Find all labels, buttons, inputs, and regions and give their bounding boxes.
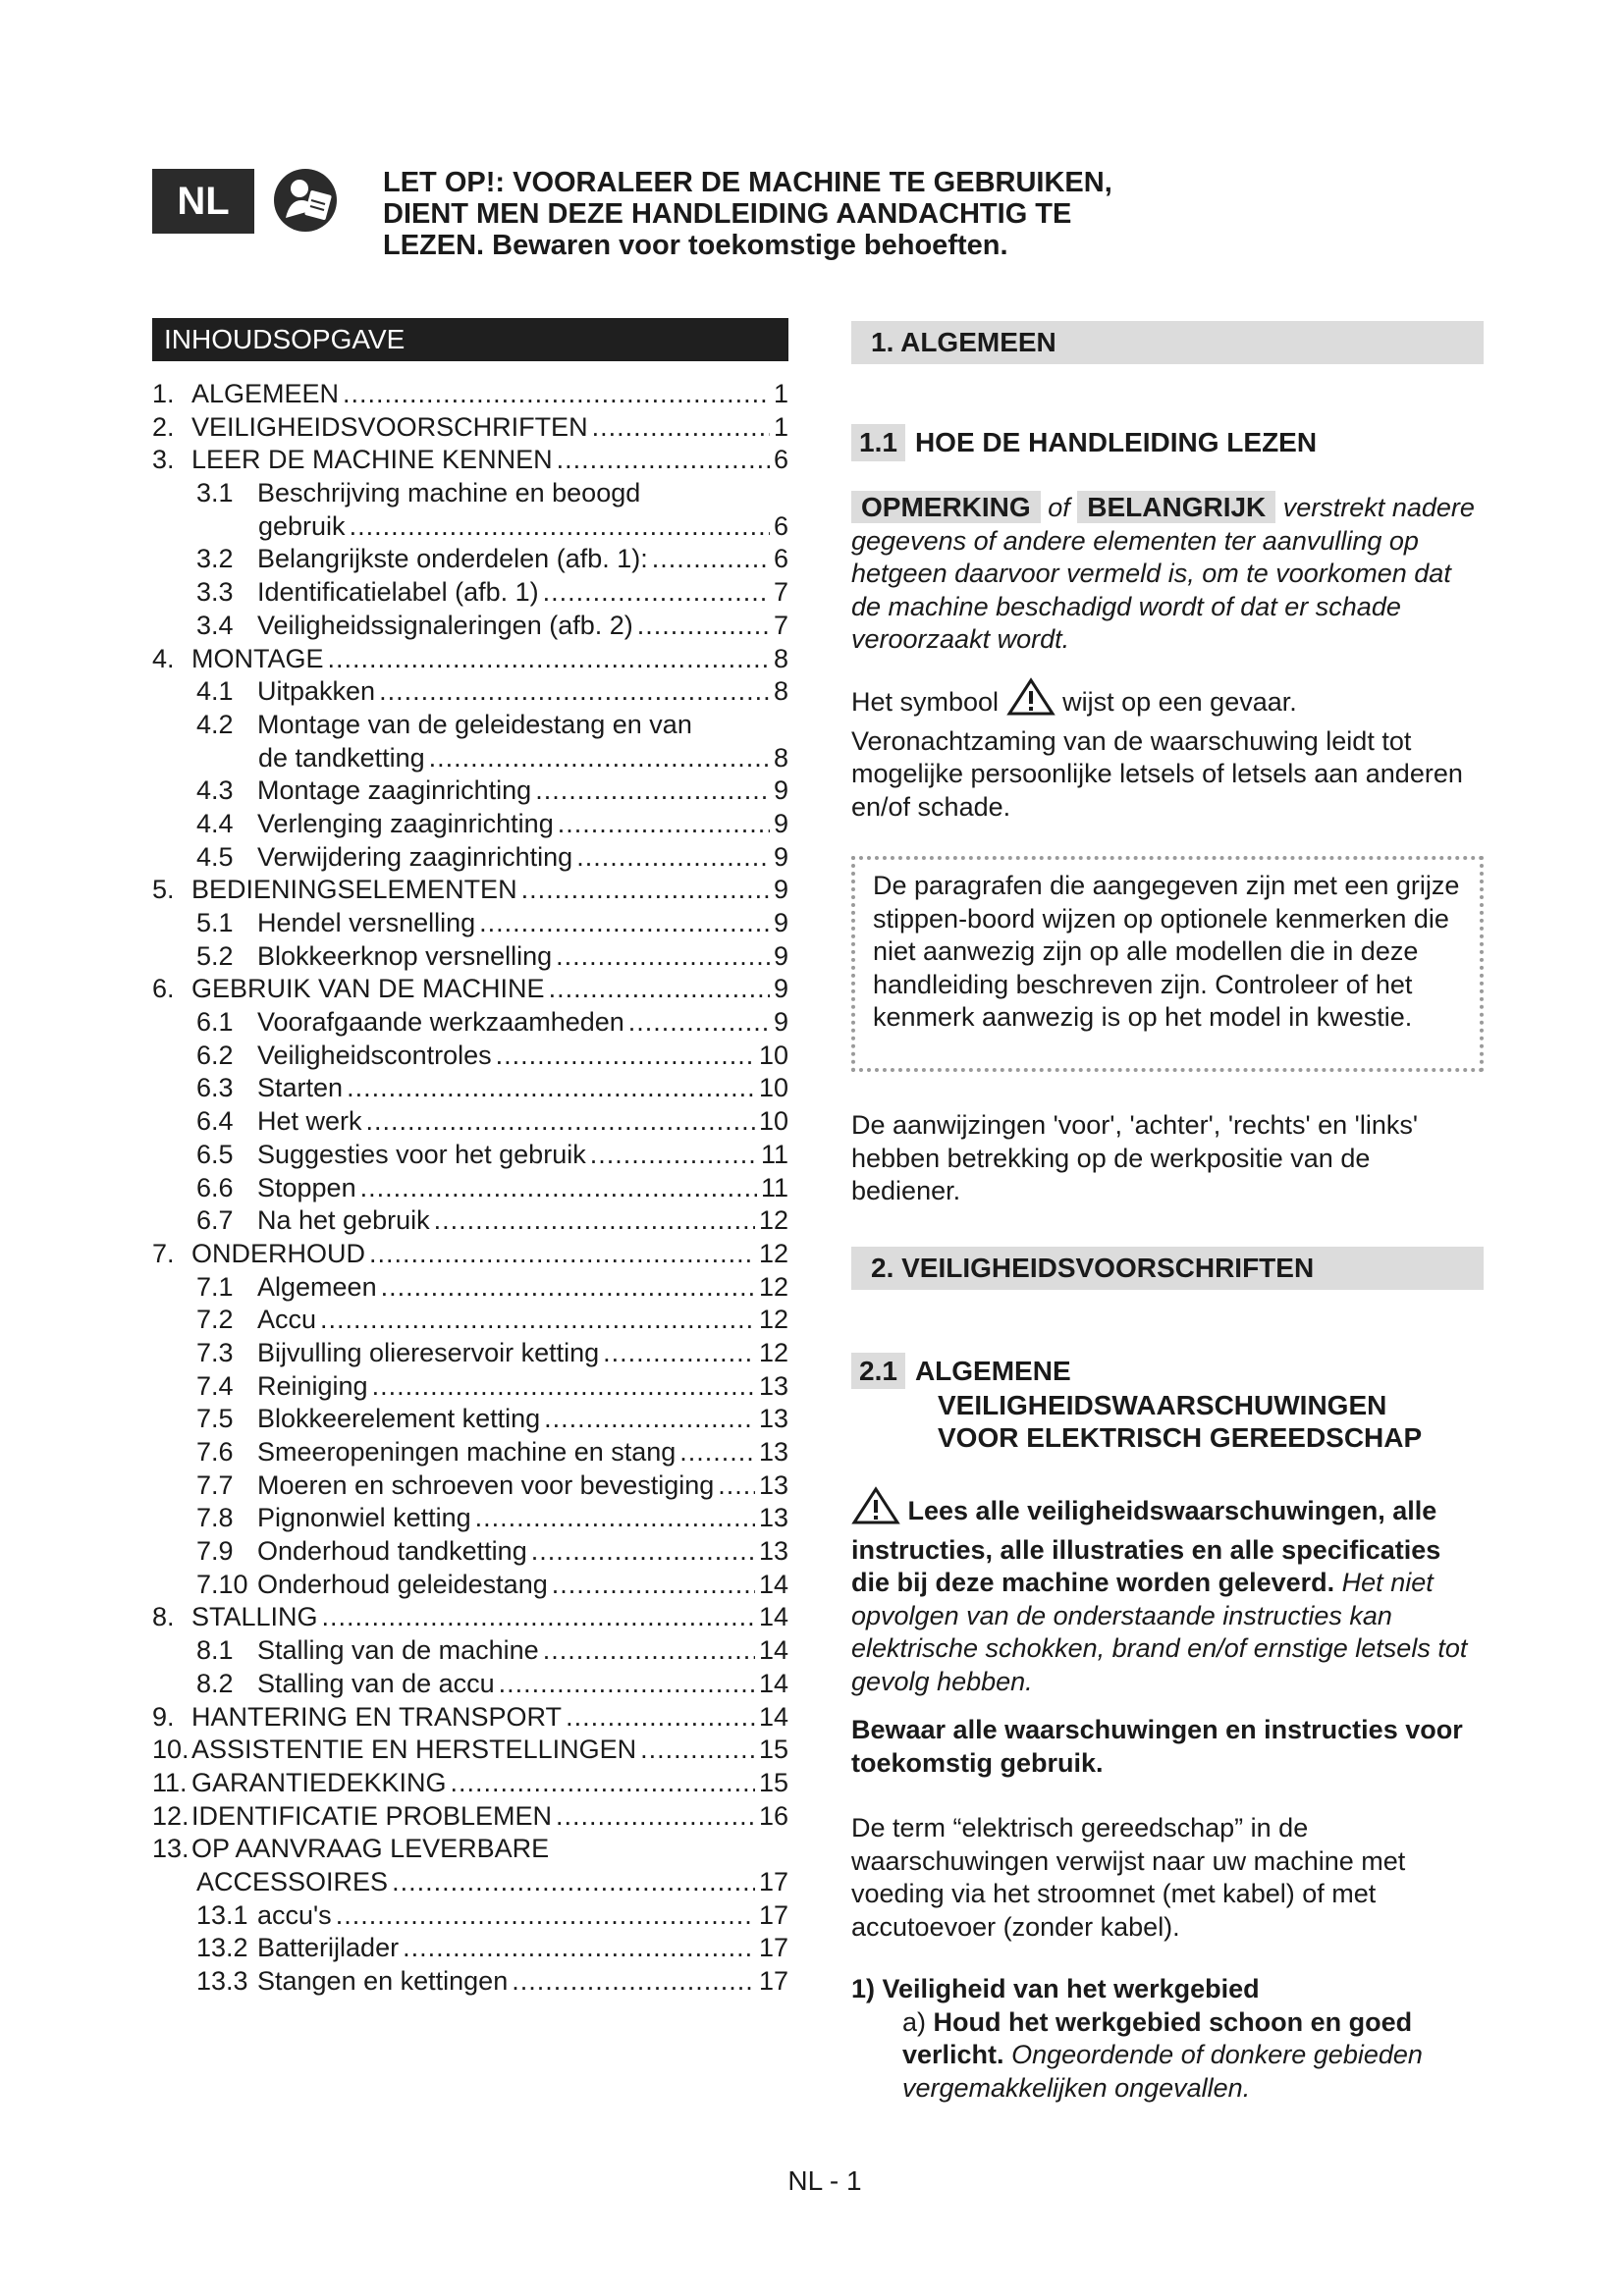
toc-entry-page: 13 — [758, 1404, 788, 1434]
toc-dot-leader — [544, 1404, 755, 1434]
toc-entry-label: Algemeen — [257, 1271, 377, 1302]
toc-dot-leader — [549, 974, 770, 1004]
toc-entry-label: Bijvulling oliereservoir ketting — [257, 1337, 600, 1367]
toc-dot-leader — [531, 1536, 755, 1567]
toc-entry-number: 12. — [152, 1800, 189, 1831]
toc-dot-leader — [479, 908, 770, 938]
toc-entry-page: 8 — [773, 742, 788, 773]
toc-entry-number: 7.5 — [196, 1404, 234, 1434]
toc-entry-page: 16 — [758, 1800, 788, 1831]
toc-entry-label: LEER DE MACHINE KENNEN — [191, 445, 553, 475]
toc-entry — [152, 775, 788, 809]
item-1-title: 1) Veiligheid van het werkgebied — [851, 1974, 1260, 2003]
subsection-title-line: ALGEMENE — [914, 1356, 1071, 1386]
language-badge: NL — [152, 169, 254, 234]
item-1 — [851, 1973, 1484, 2105]
toc-entry-number: 7. — [152, 1238, 175, 1268]
toc-entry-number: 13. — [152, 1834, 189, 1864]
toc-dot-leader — [381, 1272, 755, 1303]
toc-dot-leader — [576, 842, 770, 873]
item-1a-label: a) — [902, 2006, 927, 2037]
toc-entry — [152, 611, 788, 644]
toc-entry-page: 8 — [773, 676, 788, 707]
toc-entry-label: Montage zaaginrichting — [257, 775, 532, 806]
toc-entry-page: 9 — [773, 908, 788, 937]
item-1a — [851, 2006, 1484, 2106]
optional-features-box: De paragrafen die aangegeven zijn met een grijze stippen-boord wijzen op optionele kenmerken die niet aanwezig zijn op alle modellen die in deze handleiding beschreven zijn. Controleer of het kenmerk aanwezig is op het model in kwestie. — [851, 856, 1484, 1072]
toc-entry — [152, 577, 788, 611]
toc-entry-page: 6 — [773, 510, 788, 541]
toc-entry-number: 5.2 — [196, 940, 234, 971]
toc-entry-page: 9 — [773, 875, 788, 905]
toc-entry-label: BEDIENINGSELEMENTEN — [191, 875, 517, 905]
toc-entry-label: OP AANVRAAG LEVERBARE — [191, 1834, 550, 1864]
toc-dot-leader — [679, 1437, 755, 1468]
toc-entry-number: 6.7 — [196, 1205, 234, 1236]
toc-entry-label: HANTERING EN TRANSPORT — [191, 1701, 563, 1732]
toc-entry — [152, 1536, 788, 1570]
toc-entry-page: 12 — [758, 1238, 788, 1268]
toc-dot-leader — [403, 1933, 755, 1963]
toc-entry-label: VEILIGHEIDSVOORSCHRIFTEN — [191, 411, 588, 442]
toc-entry-number: 8.1 — [196, 1635, 234, 1666]
toc-entry-page: 10 — [758, 1106, 788, 1137]
toc-entry-page: 15 — [758, 1767, 788, 1797]
toc-dot-leader — [637, 611, 770, 641]
toc-entry — [152, 1173, 788, 1206]
toc-entry — [152, 1305, 788, 1338]
toc-entry — [152, 676, 788, 710]
toc-entry — [152, 1933, 788, 1966]
toc-dot-leader — [512, 1966, 755, 1997]
warning-triangle-icon — [1006, 677, 1056, 725]
subsection-2-1-heading — [851, 1353, 1484, 1454]
toc-dot-leader — [343, 379, 770, 409]
toc-entry — [152, 1702, 788, 1735]
symbol-pre: Het symbool — [851, 687, 1000, 717]
toc-entry — [152, 908, 788, 941]
toc-entry-number: 6.1 — [196, 1007, 234, 1038]
toc-entry-number: 5. — [152, 875, 175, 905]
toc-entry — [152, 974, 788, 1007]
toc-entry-number: 4.4 — [196, 808, 234, 838]
opmerking-tag: OPMERKING — [851, 491, 1041, 523]
symbol-paragraph — [851, 677, 1484, 824]
toc-entry-number: 3.3 — [196, 577, 234, 608]
toc-entry-number: 6.5 — [196, 1139, 234, 1169]
toc-entry-page: 12 — [758, 1305, 788, 1335]
toc-entry-number: 7.10 — [196, 1569, 248, 1599]
toc-entry-page: 17 — [758, 1966, 788, 1996]
toc-entry-number: 11. — [152, 1767, 188, 1797]
toc-entry-number: 6.2 — [196, 1040, 234, 1070]
read-all-italic: Het niet opvolgen van de onderstaande instructies kan elektrische schokken, brand en/of ernstige letsels tot gevolg hebben. — [851, 1568, 1468, 1696]
toc-entry-label: Verwijdering zaaginrichting — [257, 841, 573, 872]
toc-entry-label: Hendel versnelling — [257, 908, 476, 937]
toc-entry-page: 11 — [760, 1139, 788, 1169]
toc-entry-page: 9 — [773, 808, 788, 838]
toc-entry — [152, 842, 788, 876]
item-1a-italic: Ongeordende of donkere gebieden vergemakkelijken ongevallen. — [902, 2040, 1423, 2103]
of-word: of — [1048, 493, 1070, 522]
toc-entry-label: Montage van de geleidestang en van — [257, 709, 692, 739]
section-1-heading: 1. ALGEMEEN — [851, 321, 1484, 364]
toc-entry-number: 7.8 — [196, 1503, 234, 1533]
toc-entry-number: 7.1 — [196, 1271, 234, 1302]
toc-entry-number: 3.1 — [196, 478, 234, 508]
toc-entry-label: Beschrijving machine en beoogd — [257, 478, 641, 508]
toc-entry-number: 7.9 — [196, 1536, 234, 1567]
toc-entry — [152, 1371, 788, 1405]
toc-entry — [152, 644, 788, 677]
subsection-title-line: VEILIGHEIDSWAARSCHUWINGEN — [938, 1390, 1387, 1420]
subsection-1-1-heading — [851, 424, 1484, 461]
warning-line: LET OP!: VOORALEER DE MACHINE TE GEBRUIKEN, — [383, 167, 1112, 198]
toc-entry-label: Smeeropeningen machine en stang — [257, 1437, 677, 1467]
toc-entry-page: 8 — [773, 643, 788, 673]
toc-dot-leader — [328, 644, 770, 674]
toc-entry-page: 14 — [758, 1668, 788, 1698]
toc-entry-number: 5.1 — [196, 908, 234, 937]
toc-entry — [152, 875, 788, 908]
toc-entry — [152, 412, 788, 446]
toc-entry-label: Stalling van de accu — [257, 1668, 495, 1698]
toc-dot-leader — [718, 1470, 755, 1501]
toc-entry-label: Stangen en kettingen — [257, 1966, 509, 1996]
toc-entry — [152, 379, 788, 412]
toc-entry-label: Moeren en schroeven voor bevestiging — [257, 1469, 715, 1500]
toc-entry — [152, 1635, 788, 1669]
toc-entry — [152, 1239, 788, 1272]
toc-entry-label: Voorafgaande werkzaamheden — [257, 1007, 624, 1038]
toc-entry — [152, 1834, 788, 1867]
directions-paragraph: De aanwijzingen 'voor', 'achter', 'rechts' en 'links' hebben betrekking op de werkpositie van de bediener. — [851, 1110, 1419, 1205]
toc-dot-leader — [628, 1007, 770, 1038]
toc-entry-label: Onderhoud geleidestang — [257, 1569, 548, 1599]
toc-entry — [152, 1867, 788, 1900]
toc-dot-leader — [434, 1205, 755, 1236]
toc-entry-number: 6.3 — [196, 1073, 234, 1103]
toc-entry-label: Batterijlader — [257, 1933, 400, 1963]
toc-entry-label: Onderhoud tandketting — [257, 1536, 527, 1567]
belangrijk-tag: BELANGRIJK — [1077, 491, 1275, 523]
subsection-number: 1.1 — [851, 424, 905, 461]
toc-entry-number: 7.2 — [196, 1305, 234, 1335]
toc-entry — [152, 1106, 788, 1140]
toc-entry-page: 14 — [758, 1701, 788, 1732]
toc-dot-leader — [366, 1106, 755, 1137]
toc-dot-leader — [429, 743, 770, 774]
read-all-paragraph — [851, 1486, 1484, 1698]
toc-entry-page: 13 — [758, 1469, 788, 1500]
toc-entry — [152, 1073, 788, 1106]
toc-entry-page: 10 — [758, 1040, 788, 1070]
toc-entry — [152, 1900, 788, 1934]
toc-dot-leader — [350, 511, 770, 542]
toc-dot-leader — [322, 1602, 755, 1632]
toc-entry-page: 7 — [773, 577, 788, 608]
toc-dot-leader — [369, 1239, 755, 1269]
toc-entry-number: 13.3 — [196, 1966, 248, 1996]
toc-entry — [152, 1272, 788, 1306]
toc-entry-label: Uitpakken — [257, 676, 376, 707]
toc-entry — [152, 1801, 788, 1835]
toc-entry-page: 9 — [773, 940, 788, 971]
warning-line: LEZEN. Bewaren voor toekomstige behoeften. — [383, 230, 1008, 261]
toc-entry — [152, 1437, 788, 1470]
toc-entry-label: Verlenging zaaginrichting — [257, 808, 554, 838]
toc-entry-number: 13.1 — [196, 1899, 248, 1930]
toc-entry-label: Stalling van de machine — [257, 1635, 539, 1666]
toc-entry-number: 4.1 — [196, 676, 234, 707]
toc-entry-number: 7.6 — [196, 1437, 234, 1467]
toc-entry-label: Suggesties voor het gebruik — [257, 1139, 586, 1169]
toc-entry — [152, 1205, 788, 1239]
toc-entry-label: de tandketting — [258, 742, 425, 773]
toc-dot-leader — [543, 577, 770, 608]
term-paragraph: De term “elektrisch gereedschap” in de waarschuwingen verwijst naar uw machine met voeding via het stroomnet (met kabel) of met accutoevoer (zonder kabel). — [851, 1813, 1406, 1942]
toc-dot-leader — [557, 445, 770, 475]
warning-line: DIENT MEN DEZE HANDLEIDING AANDACHTIG TE — [383, 198, 1072, 230]
toc-entry-number: 2. — [152, 411, 175, 442]
toc-dot-leader — [372, 1371, 755, 1402]
read-manual-icon — [270, 165, 341, 236]
toc-dot-leader — [521, 875, 770, 905]
toc-entry — [152, 710, 788, 743]
toc-entry — [152, 1966, 788, 2000]
toc-entry-number: 4.2 — [196, 709, 234, 739]
toc-entry — [152, 1570, 788, 1603]
toc-dot-leader — [543, 1635, 755, 1666]
toc-dot-leader — [592, 412, 770, 443]
toc-entry-label: STALLING — [191, 1602, 318, 1632]
toc-entry-number: 7.4 — [196, 1370, 234, 1401]
read-all-bold: Lees alle veiligheidswaarschuwingen, alle instructies, alle illustraties en alle specificaties die bij deze machine worden geleverd. — [851, 1496, 1441, 1597]
toc-entry-number: 8.2 — [196, 1668, 234, 1698]
toc-entry — [152, 809, 788, 842]
toc-entry-label: Na het gebruik — [257, 1205, 430, 1236]
toc-dot-leader — [590, 1140, 757, 1170]
toc-entry-label: GARANTIEDEKKING — [191, 1767, 447, 1797]
note-paragraph — [851, 491, 1484, 657]
toc-dot-leader — [392, 1867, 755, 1897]
toc-entry-number: 13.2 — [196, 1933, 248, 1963]
toc-entry-number: 7.7 — [196, 1469, 234, 1500]
toc-entry-page: 11 — [760, 1172, 788, 1202]
toc-entry-number: 7.3 — [196, 1337, 234, 1367]
toc-entry-label: Belangrijkste onderdelen (afb. 1): — [257, 544, 648, 574]
toc-entry — [152, 1041, 788, 1074]
toc-entry-number: 4.3 — [196, 775, 234, 806]
toc-title: INHOUDSOPGAVE — [152, 318, 788, 361]
toc-entry-label: gebruik — [258, 510, 346, 541]
toc-entry-page: 6 — [773, 544, 788, 574]
toc-dot-leader — [556, 941, 770, 972]
toc-entry-label: Identificatielabel (afb. 1) — [257, 577, 539, 608]
toc-entry-page: 13 — [758, 1536, 788, 1567]
toc-entry-page: 14 — [758, 1569, 788, 1599]
toc-entry — [152, 511, 788, 545]
toc-dot-leader — [535, 775, 770, 806]
toc-dot-leader — [652, 544, 770, 574]
toc-entry-label: Reiniging — [257, 1370, 368, 1401]
toc-dot-leader — [475, 1503, 755, 1533]
warning-triangle-icon — [851, 1486, 900, 1534]
toc-entry-label: IDENTIFICATIE PROBLEMEN — [191, 1800, 553, 1831]
toc-entry-label: Veiligheidscontroles — [257, 1040, 492, 1070]
toc-entry-page: 9 — [773, 974, 788, 1004]
toc-entry-number: 6. — [152, 974, 175, 1004]
toc-entry-number: 6.6 — [196, 1172, 234, 1202]
toc-entry-number: 3. — [152, 445, 175, 475]
toc-entry-page: 9 — [773, 1007, 788, 1038]
subsection-number: 2.1 — [851, 1353, 905, 1389]
toc-entry-page: 15 — [758, 1735, 788, 1765]
toc-dot-leader — [320, 1305, 755, 1335]
toc-entry — [152, 1470, 788, 1504]
toc-dot-leader — [603, 1338, 755, 1368]
toc-entry — [152, 1338, 788, 1371]
toc-entry-label: ACCESSOIRES — [196, 1866, 389, 1896]
subsection-title: HOE DE HANDLEIDING LEZEN — [914, 427, 1318, 457]
page-number: NL - 1 — [787, 2165, 862, 2196]
toc-entry-label: Blokkeerknop versnelling — [257, 940, 553, 971]
toc-entry-page: 12 — [758, 1271, 788, 1302]
symbol-post: wijst op een gevaar. — [1062, 687, 1297, 717]
toc-dot-leader — [566, 1702, 755, 1733]
keep-instructions: Bewaar alle waarschuwingen en instructies voor toekomstig gebruik. — [851, 1715, 1463, 1778]
toc-entry-page: 14 — [758, 1602, 788, 1632]
toc-entry — [152, 445, 788, 478]
toc-dot-leader — [379, 676, 770, 707]
toc-entry — [152, 1007, 788, 1041]
section-2-heading: 2. VEILIGHEIDSVOORSCHRIFTEN — [851, 1247, 1484, 1290]
toc-entry-number: 4.5 — [196, 841, 234, 872]
toc-entry-label: Veiligheidssignaleringen (afb. 2) — [257, 610, 633, 640]
toc-entry-number: 8. — [152, 1602, 175, 1632]
toc-entry-page: 13 — [758, 1503, 788, 1533]
toc-entry — [152, 478, 788, 511]
toc-entry-label: ONDERHOUD — [191, 1238, 366, 1268]
toc-entry-number: 6.4 — [196, 1106, 234, 1137]
subsection-title-line: VOOR ELEKTRISCH GEREEDSCHAP — [938, 1422, 1423, 1453]
toc-entry — [152, 743, 788, 776]
note-tail: verstrekt — [1282, 493, 1385, 522]
warning-title — [383, 167, 1188, 261]
toc-entry-page: 9 — [773, 841, 788, 872]
toc-dot-leader — [640, 1735, 755, 1765]
toc-entry-label: Stoppen — [257, 1172, 356, 1202]
toc-entry-label: Pignonwiel ketting — [257, 1503, 471, 1533]
toc-entry — [152, 544, 788, 577]
toc-dot-leader — [360, 1173, 757, 1203]
toc-dot-leader — [451, 1768, 755, 1798]
toc-entry-page: 10 — [758, 1073, 788, 1103]
toc-entry-page: 17 — [758, 1899, 788, 1930]
toc-entry-page: 6 — [773, 445, 788, 475]
toc-entry-label: ASSISTENTIE EN HERSTELLINGEN — [191, 1735, 637, 1765]
item-1a-bold: Houd het werkgebied schoon en goed verlicht. — [902, 2006, 1413, 2069]
toc-entry-page: 12 — [758, 1337, 788, 1367]
toc-entry-label: Accu — [257, 1305, 317, 1335]
toc-entry — [152, 1669, 788, 1702]
toc-entry — [152, 1735, 788, 1768]
toc-entry-page: 12 — [758, 1205, 788, 1236]
toc-entry — [152, 1140, 788, 1173]
toc-entry — [152, 941, 788, 975]
toc-entry — [152, 1602, 788, 1635]
toc-entry-page: 1 — [773, 379, 788, 408]
toc-dot-leader — [347, 1073, 755, 1103]
note-rest: nadere gegevens of andere elementen ter aanvulling op hetgeen daarvoor vermeld is, om te voorkomen dat de machine beschadigd wordt of dat er schade veroorzaakt wordt. — [851, 493, 1475, 654]
toc-entry-label: accu's — [257, 1899, 332, 1930]
toc-entry — [152, 1768, 788, 1801]
toc-entry-page: 17 — [758, 1866, 788, 1896]
toc-entry-page: 13 — [758, 1370, 788, 1401]
toc-entry-label: MONTAGE — [191, 643, 324, 673]
toc-entry-page: 1 — [773, 411, 788, 442]
toc-entry-number: 10. — [152, 1735, 189, 1765]
toc-entry-page: 9 — [773, 775, 788, 806]
toc-entry — [152, 1503, 788, 1536]
symbol-rest: Veronachtzaming van de waarschuwing leidt tot mogelijke persoonlijke letsels of letsels aan anderen en/of schade. — [851, 725, 1463, 822]
toc-entry-number: 3.2 — [196, 544, 234, 574]
toc-entry — [152, 1404, 788, 1437]
toc-dot-leader — [496, 1041, 755, 1071]
toc-dot-leader — [552, 1570, 755, 1600]
toc-entry-label: GEBRUIK VAN DE MACHINE — [191, 974, 545, 1004]
toc-dot-leader — [556, 1801, 755, 1832]
toc-entry-number: 4. — [152, 643, 175, 673]
toc-entry-label: Het werk — [257, 1106, 362, 1137]
toc-entry-page: 7 — [773, 610, 788, 640]
toc-entry-page: 17 — [758, 1933, 788, 1963]
toc-dot-leader — [336, 1900, 755, 1931]
toc-entry-page: 14 — [758, 1635, 788, 1666]
toc-entry-label: Blokkeerelement ketting — [257, 1404, 541, 1434]
toc-entry-number: 3.4 — [196, 610, 234, 640]
toc-entry-number: 9. — [152, 1701, 175, 1732]
toc-dot-leader — [499, 1669, 755, 1699]
toc-entry-number: 1. — [152, 379, 175, 408]
toc-entry-label: ALGEMEEN — [191, 379, 340, 408]
toc-entry-page: 13 — [758, 1437, 788, 1467]
toc-entry-label: Starten — [257, 1073, 344, 1103]
table-of-contents — [152, 379, 788, 2000]
toc-dot-leader — [558, 809, 770, 839]
